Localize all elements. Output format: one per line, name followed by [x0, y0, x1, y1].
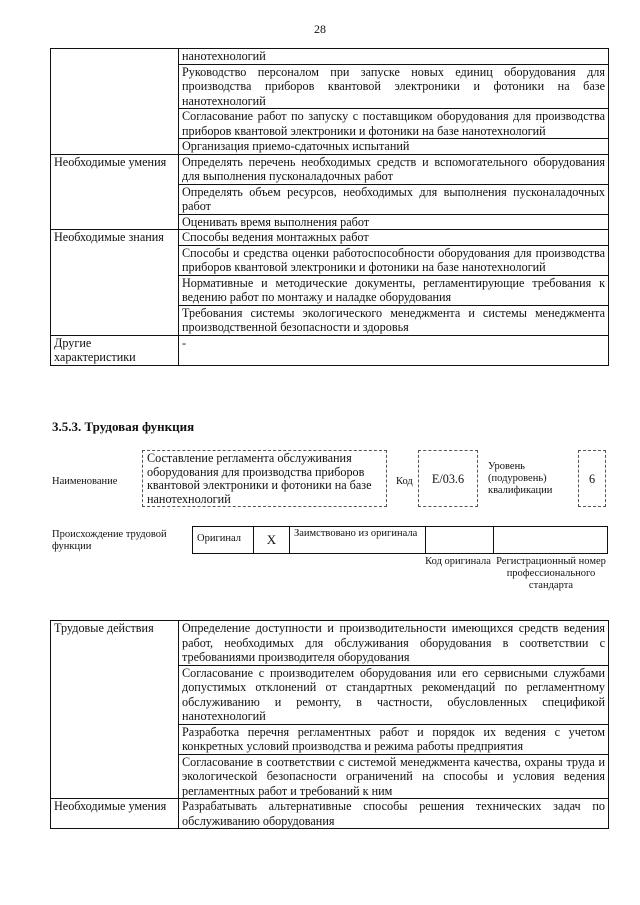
level-box: [578, 450, 606, 507]
row-group-label: Необходимые знания: [51, 230, 179, 336]
row-item: Способы и средства оценки работоспособности оборудования для производства приборов квантовой электроники и фотоники на базе нанотехнологий: [179, 245, 609, 275]
function-name-box: [142, 450, 387, 507]
row-item: Определять перечень необходимых средств и вспомогательного оборудования для выполнения пусконаладочных работ: [179, 154, 609, 184]
row-group-label: Необходимые умения: [51, 799, 179, 829]
borrowed-label: Заимствовано из оригинала: [289, 527, 425, 553]
name-label: Наименование: [52, 476, 118, 487]
code-label: Код: [396, 476, 413, 487]
table-row: [51, 154, 609, 184]
row-item: Руководство персоналом при запуске новых единиц оборудования для производства приборов квантовой электроники и фотоники на базе нанотехнологий: [179, 64, 609, 109]
origin-label: Происхождение трудовой функции: [52, 529, 167, 552]
row-item: Определение доступности и производительности имеющихся средств ведения работ, необходимых для обслуживания оборудования в соответствии с требованиями производителя оборудования: [179, 621, 609, 666]
table-row: [51, 335, 609, 365]
row-item: Организация приемо-сдаточных испытаний: [179, 139, 609, 155]
table-row: [51, 49, 609, 65]
row-item: Согласование работ по запуску с поставщиком оборудования для производства приборов квантовой электроники и фотоники на базе нанотехнологий: [179, 109, 609, 139]
table-row: [51, 621, 609, 666]
row-group-label: Трудовые действия: [51, 621, 179, 799]
row-item: Определять объем ресурсов, необходимых для выполнения пусконаладочных работ: [179, 184, 609, 214]
row-group-label: [51, 49, 179, 155]
original-code-cell: [425, 527, 493, 553]
origin-row: [192, 526, 608, 554]
page-number: 28: [314, 22, 326, 36]
row-group-label: Необходимые умения: [51, 154, 179, 230]
row-item: -: [179, 335, 609, 365]
row-group-label: Другие характеристики: [51, 335, 179, 365]
row-item: Согласование с производителем оборудования или его сервисными службами допустимых отклонений от стандартных рекомендаций по регламентному обслуживанию и ремонту, в частности, обусловленных спецификой нанотехнологий: [179, 665, 609, 724]
table-row: [51, 799, 609, 829]
code-box: [418, 450, 478, 507]
row-item: Способы ведения монтажных работ: [179, 230, 609, 246]
row-item: Требования системы экологического менеджмента и системы менеджмента производственной безопасности и здоровья: [179, 305, 609, 335]
reg-number-caption: Регистрационный номер профессионального стандарта: [496, 556, 606, 591]
original-label: Оригинал: [197, 533, 241, 544]
table-row: [51, 230, 609, 246]
reg-number-cell: [493, 527, 609, 553]
original-mark: X: [253, 527, 289, 553]
code-original-caption: Код оригинала: [425, 556, 491, 567]
function-name-value: Составление регламента обслуживания оборудования для производства приборов квантовой электроники и фотоники на базе нанотехнологий: [147, 451, 372, 506]
competency-table-2: [50, 620, 609, 829]
row-item: Разрабатывать альтернативные способы решения технических задач по обслуживанию оборудования: [179, 799, 609, 829]
section-title: 3.5.3. Трудовая функция: [52, 419, 195, 434]
code-value: E/03.6: [431, 472, 465, 486]
level-label: Уровень (подуровень) квалификации: [488, 461, 553, 496]
row-item: Согласование в соответствии с системой менеджмента качества, охраны труда и экологической безопасности ограничений на способы и условия ведения регламентных работ и требований к ним: [179, 754, 609, 799]
row-item: Оценивать время выполнения работ: [179, 214, 609, 230]
row-item: Разработка перечня регламентных работ и порядок их ведения с учетом конкретных условий производства и режима работы предприятия: [179, 724, 609, 754]
row-item: нанотехнологий: [179, 49, 609, 65]
competency-table-1: [50, 48, 609, 366]
row-item: Нормативные и методические документы, регламентирующие требования к ведению работ по монтажу и наладке оборудования: [179, 275, 609, 305]
level-value: 6: [588, 472, 596, 486]
